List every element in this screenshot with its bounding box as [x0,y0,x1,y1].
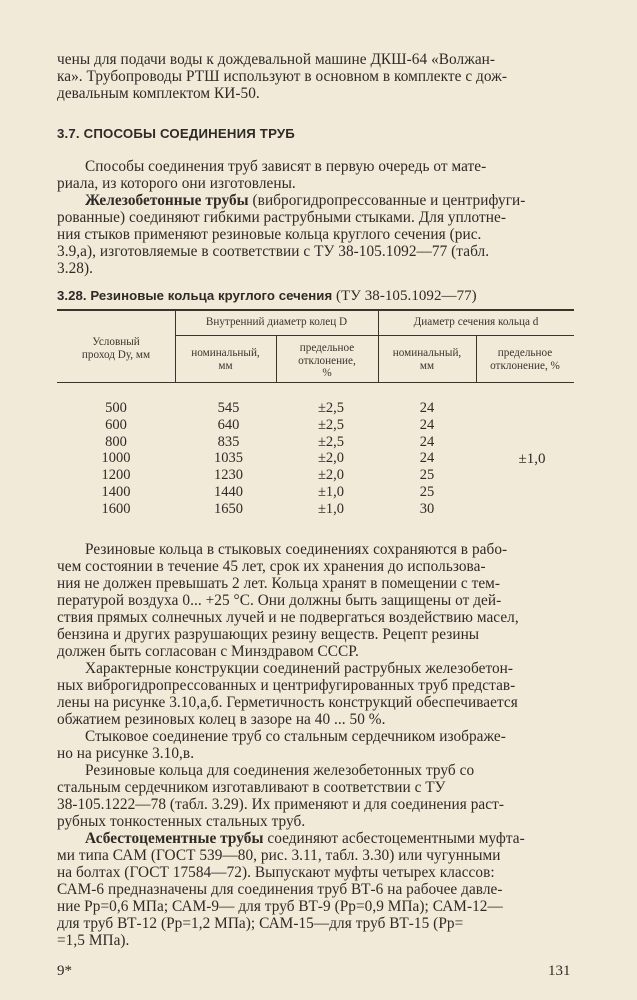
text-line: =1,5 МПа). [57,932,130,949]
cell: 25 [419,467,435,484]
text-line: девальным комплектом КИ-50. [57,85,260,102]
cell: 1000 [101,450,131,467]
text-line: для труб ВТ-12 (Рр=1,2 МПа); САМ-15—для труб ВТ-15 (Рр= [57,915,464,932]
column-header-nominal-section: номинальный, мм [392,347,462,372]
text-line: риала, из которого они изготовлены. [57,175,296,192]
text-line: Резиновые кольца для соединения железобетонных труб со [85,762,475,779]
cell: 1400 [101,483,131,500]
cell: 1230 [214,467,243,484]
table-rule-group [175,335,574,336]
text-line: Стыковое соединение труб со стальным сердечником изображе- [85,728,506,745]
column-header-pass: Условный проход Dу, мм [81,336,151,361]
text-line: ствия прямых солнечных лучей и не подвергаться воздействию масел, [57,609,519,626]
cell: 1200 [101,467,131,484]
text-line: Асбестоцементные трубы соединяют асбестоцементными муфта- [85,830,525,847]
text-line: ния не должен превышать 2 лет. Кольца хранят в помещении с тем- [57,575,501,592]
cell: 24 [419,433,435,450]
text-line: Характерные конструкции соединений раструбных железобетон- [85,660,514,677]
group-header-inner-diameter: Внутренний диаметр колец D [205,316,348,328]
cell: 640 [217,416,240,433]
text-line: должен быть согласован с Минздравом СССР. [57,643,359,660]
text-line: но на рисунке 3.10,в. [57,745,195,762]
cell: 1600 [101,500,131,517]
cell: ±1,0 [317,483,345,500]
cell: ±2,5 [317,400,345,416]
cell: ±2,5 [317,433,345,450]
cell: 500 [105,400,127,416]
text-line: ми типа САМ (ГОСТ 539—80, рис. 3.11, табл. 3.30) или чугунными [57,847,501,864]
text-line: 3.28). [57,260,93,277]
cell: 835 [217,433,240,450]
group-header-section-diameter: Диаметр сечения кольца d [413,316,539,328]
text-line: чем состоянии в течение 45 лет, срок их хранения до использова- [57,558,486,575]
printer-signature: 9* [57,963,72,979]
text-line: ных виброгидропрессованных и центрифугированных труб представ- [57,677,516,694]
text-line: стальным сердечником изготавливают в соответствии с ТУ [57,779,446,796]
text-line: Способы соединения труб зависят в первую очередь от мате- [85,158,487,175]
text-line: ка». Трубопроводы РТШ используют в основном в комплекте с дож- [57,68,507,85]
text-line: лены на рисунке 3.10,а,б. Герметичность конструкций обеспечивается [57,694,518,711]
text-line: рованные) соединяют гибкими раструбными стыками. Для уплотне- [57,209,506,226]
text-line: ния стыков применяют резиновые кольца круглого сечения (рис. [57,226,482,243]
cell: 800 [105,433,127,450]
column-inner-deviation-values [276,400,386,518]
text-line: обжатием резиновых колец в зазоре на 40 ... 50 %. [57,711,386,728]
cell: 545 [217,400,240,416]
text-line: САМ-6 предназначены для соединения труб ВТ-6 на рабочее давле- [57,881,503,898]
cell: 25 [419,483,435,500]
section-heading: 3.7. СПОСОБЫ СОЕДИНЕНИЯ ТРУБ [57,126,295,141]
table-caption: 3.28. Резиновые кольца круглого сечения (ТУ 38-105.1092—77) [57,288,477,304]
cell: ±2,0 [317,450,345,467]
cell: 1650 [214,500,243,517]
text-line: ние Рр=0,6 МПа; САМ-9— для труб ВТ-9 (Рр=0,9 МПа); САМ-12— [57,898,503,915]
cell: 24 [419,416,435,433]
text-line: бензина и других разрушающих резину веществ. Рецепт резины [57,626,480,643]
column-header-deviation-section: предельное отклонение, % [490,347,560,372]
cell: 24 [419,450,435,467]
cell: ±2,0 [317,467,345,484]
page-number: 131 [548,963,571,979]
cell: 24 [419,400,435,416]
text-line: 38-105.1222—78 (табл. 3.29). Их применяют и для соединения раст- [57,796,504,813]
cell: ±2,5 [317,416,345,433]
table-rule-header [57,382,574,383]
cell: 600 [105,416,127,433]
text-line: 3.9,а), изготовляемые в соответствии с ТУ 38-105.1092—77 (табл. [57,243,490,260]
column-header-deviation: предельное отклонение, % [298,342,356,379]
cell: 1035 [214,450,243,467]
text-line: пературой воздуха 0... +25 °С. Они должны быть защищены от дей- [57,592,502,609]
cell: 1440 [214,483,243,500]
bold-term: Железобетонные трубы [85,192,249,209]
column-section-nominal-values [378,400,476,518]
cell-section-deviation: ±1,0 [518,451,546,467]
column-header-nominal: номинальный, мм [191,347,260,372]
column-pass-values [57,400,175,518]
column-inner-nominal-values [175,400,282,518]
text-line: на болтах (ГОСТ 17584—72). Выпускают муфты четырех классов: [57,864,495,881]
text-line: рубных тонкостенных стальных труб. [57,813,306,830]
text-line: Железобетонные трубы (виброгидропрессованные и центрифуги- [85,192,526,209]
cell: ±1,0 [317,500,345,517]
table-rule-top [57,309,574,311]
text-line: Резиновые кольца в стыковых соединениях сохраняются в рабо- [85,541,508,558]
bold-term: Асбестоцементные трубы [85,830,264,847]
cell: 30 [419,500,435,517]
text-line: чены для подачи воды к дождевальной машине ДКШ-64 «Волжан- [57,51,496,68]
